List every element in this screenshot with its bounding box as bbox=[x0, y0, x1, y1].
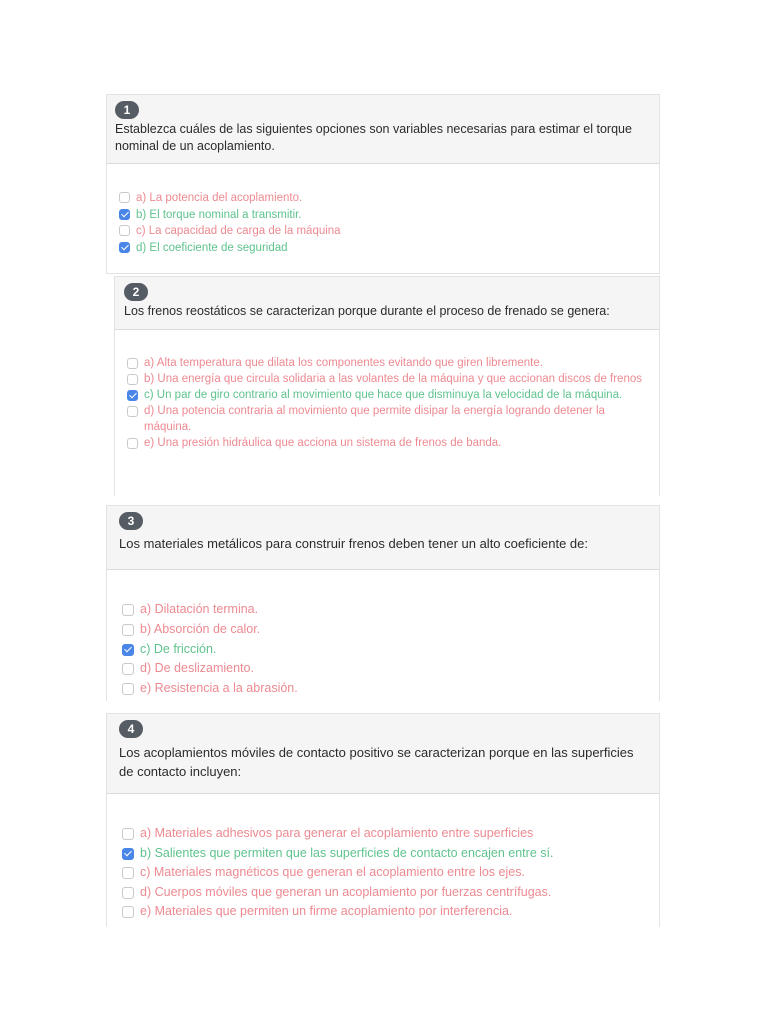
answer-option-label: d) Una potencia contraria al movimiento que permite disipar la energía logrando detener la máquina. bbox=[144, 405, 605, 433]
answer-option[interactable] bbox=[127, 436, 643, 452]
answer-option[interactable] bbox=[122, 883, 659, 903]
question-card-4 bbox=[106, 713, 660, 927]
checkbox-checked[interactable] bbox=[122, 644, 134, 656]
answer-option-label: b) Absorción de calor. bbox=[140, 621, 261, 636]
answer-option[interactable] bbox=[122, 659, 659, 679]
answer-option[interactable] bbox=[127, 372, 643, 388]
answer-option-label: d) El coeficiente de seguridad bbox=[136, 241, 288, 254]
question-text: Los materiales metálicos para construir frenos deben tener un alto coeficiente de: bbox=[119, 536, 588, 551]
answer-option-label: a) Materiales adhesivos para generar el acoplamiento entre superficies bbox=[140, 826, 534, 840]
answer-option[interactable] bbox=[119, 240, 659, 256]
checkbox-checked[interactable] bbox=[127, 390, 138, 401]
answer-options bbox=[115, 330, 659, 451]
answer-option-label: e) Una presión hidráulica que acciona un sistema de frenos de banda. bbox=[144, 436, 502, 449]
answer-option-label: a) La potencia del acoplamiento. bbox=[136, 192, 303, 204]
answer-options bbox=[107, 570, 659, 699]
answer-option-label: c) La capacidad de carga de la máquina bbox=[136, 225, 341, 237]
question-card-2 bbox=[114, 276, 660, 496]
checkbox-unchecked[interactable] bbox=[122, 624, 134, 636]
checkbox-unchecked[interactable] bbox=[119, 192, 130, 203]
checkbox-unchecked[interactable] bbox=[119, 225, 130, 236]
checkbox-unchecked[interactable] bbox=[127, 406, 138, 417]
question-header bbox=[107, 506, 659, 570]
question-number-badge: 3 bbox=[119, 512, 143, 530]
answer-option-label: d) Cuerpos móviles que generan un acoplamiento por fuerzas centrífugas. bbox=[140, 884, 552, 899]
checkbox-unchecked[interactable] bbox=[122, 867, 134, 879]
answer-option[interactable] bbox=[122, 620, 659, 640]
question-text: Establezca cuáles de las siguientes opciones son variables necesarias para estimar el torque nominal de un acoplamiento. bbox=[115, 122, 632, 153]
checkbox-checked[interactable] bbox=[119, 242, 130, 253]
checkbox-checked[interactable] bbox=[119, 209, 130, 220]
answer-option-label: e) Materiales que permiten un firme acoplamiento por interferencia. bbox=[140, 904, 513, 919]
question-header bbox=[107, 95, 659, 164]
answer-option-label: b) Salientes que permiten que las superficies de contacto encajen entre sí. bbox=[140, 845, 554, 860]
checkbox-unchecked[interactable] bbox=[122, 906, 134, 918]
checkbox-unchecked[interactable] bbox=[127, 374, 138, 385]
checkbox-unchecked[interactable] bbox=[127, 358, 138, 369]
answer-option[interactable] bbox=[127, 388, 643, 404]
answer-option[interactable] bbox=[122, 640, 659, 660]
answer-option[interactable] bbox=[119, 223, 659, 239]
question-text: Los acoplamientos móviles de contacto positivo se caracterizan porque en las superficies de contacto incluyen: bbox=[119, 745, 634, 779]
answer-option[interactable] bbox=[119, 190, 659, 206]
checkbox-unchecked[interactable] bbox=[122, 604, 134, 616]
answer-option[interactable] bbox=[119, 207, 659, 223]
answer-option-label: b) Una energía que circula solidaria a las volantes de la máquina y que accionan discos de frenos bbox=[144, 373, 642, 385]
answer-option[interactable] bbox=[122, 844, 659, 864]
answer-options bbox=[107, 794, 659, 922]
answer-option[interactable] bbox=[122, 824, 659, 844]
answer-option[interactable] bbox=[127, 404, 643, 435]
answer-option-label: e) Resistencia a la abrasión. bbox=[140, 681, 298, 696]
question-number-badge: 4 bbox=[119, 720, 143, 738]
answer-option[interactable] bbox=[122, 600, 659, 620]
question-card-3 bbox=[106, 505, 660, 701]
answer-option[interactable] bbox=[122, 902, 659, 922]
question-header bbox=[107, 714, 659, 794]
answer-option[interactable] bbox=[122, 679, 659, 699]
checkbox-checked[interactable] bbox=[122, 848, 134, 860]
checkbox-unchecked[interactable] bbox=[122, 887, 134, 899]
answer-option[interactable] bbox=[127, 356, 643, 372]
checkbox-unchecked[interactable] bbox=[122, 828, 134, 840]
answer-options bbox=[107, 164, 659, 256]
answer-option-label: c) Materiales magnéticos que generan el acoplamiento entre los ejes. bbox=[140, 865, 525, 880]
answer-option-label: c) Un par de giro contrario al movimiento que hace que disminuya la velocidad de la máquina. bbox=[144, 389, 623, 401]
question-text: Los frenos reostáticos se caracterizan porque durante el proceso de frenado se genera: bbox=[124, 304, 610, 318]
question-number-badge: 1 bbox=[115, 101, 139, 119]
answer-option-label: a) Dilatación termina. bbox=[140, 602, 259, 616]
checkbox-unchecked[interactable] bbox=[122, 683, 134, 695]
answer-option-label: d) De deslizamiento. bbox=[140, 661, 254, 676]
question-card-1 bbox=[106, 94, 660, 274]
checkbox-unchecked[interactable] bbox=[122, 663, 134, 675]
checkbox-unchecked[interactable] bbox=[127, 438, 138, 449]
question-number-badge: 2 bbox=[124, 283, 148, 301]
answer-option-label: a) Alta temperatura que dilata los componentes evitando que giren libremente. bbox=[144, 357, 543, 369]
answer-option-label: c) De fricción. bbox=[140, 641, 217, 656]
answer-option[interactable] bbox=[122, 863, 659, 883]
answer-option-label: b) El torque nominal a transmitir. bbox=[136, 208, 302, 221]
question-header bbox=[115, 277, 659, 330]
